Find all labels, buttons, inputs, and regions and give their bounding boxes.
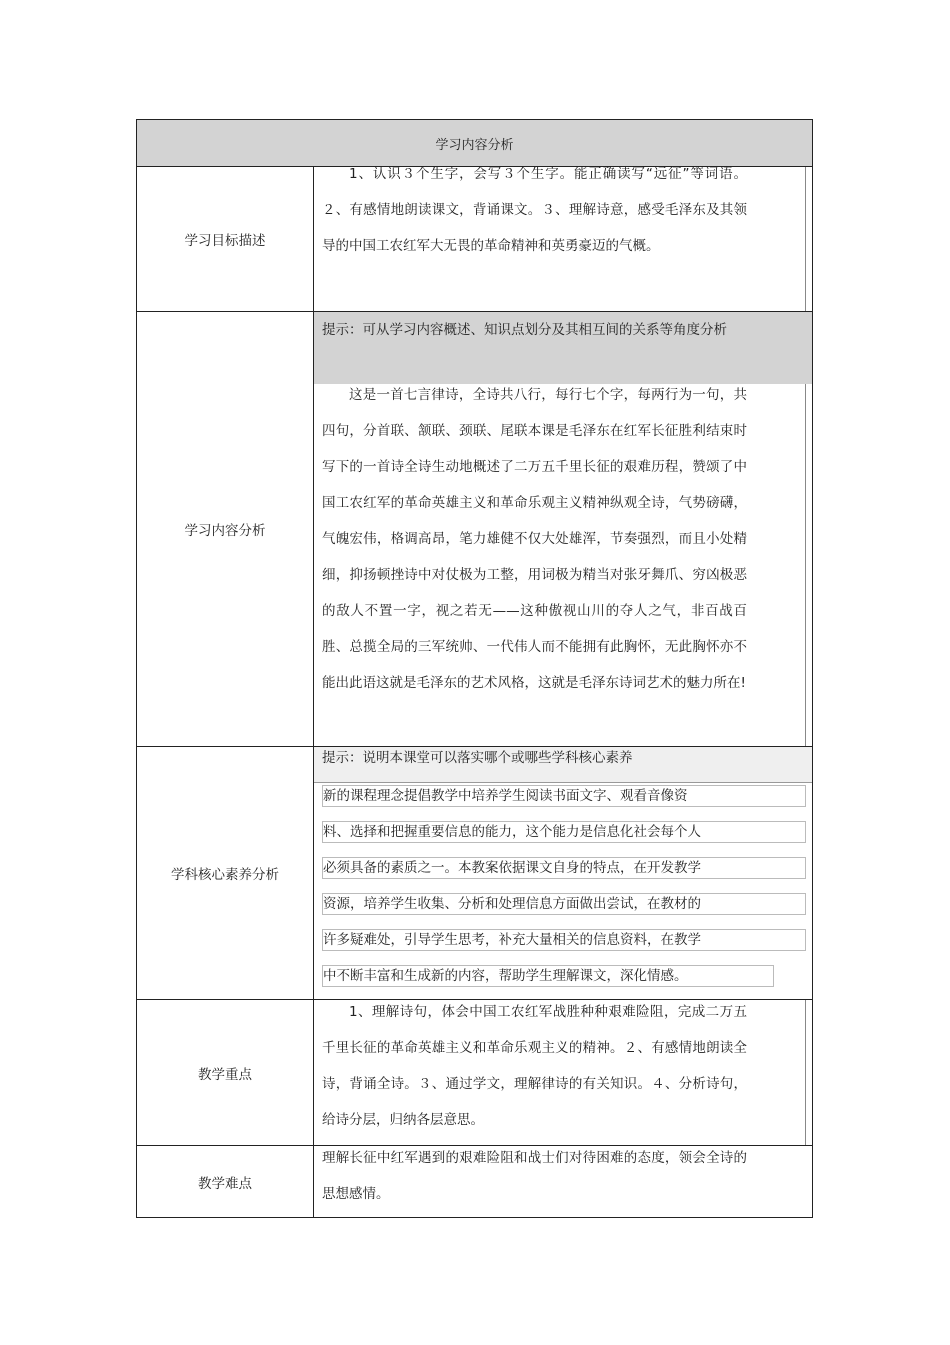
cell-edge: [805, 384, 806, 746]
lesson-analysis-table: [136, 119, 813, 1218]
difficulties-text: 理解长征中红军遇到的艰难险阻和战士们对待困难的态度，领会全诗的思想感情。: [322, 1150, 747, 1202]
row-label-learning-goals: 学习目标描述: [184, 233, 266, 249]
cell-edge: [805, 167, 806, 311]
key-points-text: 1、理解诗句，体会中国工农红军战胜种种艰难险阻，完成二万五千里长征的革命英雄主义和革命乐观主义的精神。２、有感情地朗读全诗，背诵全诗。３、通过学文，理解律诗的有关知识。４、分析诗句，给诗分层，归纳各层意思。: [322, 1004, 747, 1128]
text-line: 中不断丰富和生成新的内容，帮助学生理解课文，深化情感。: [322, 965, 774, 987]
text-line: 必须具备的素质之一。本教案依据课文自身的特点，在开发教学: [322, 857, 806, 879]
core-literacy-cell: [314, 747, 812, 999]
learning-goals-text: 1、认识３个生字，会写３个生字。能正确读写“远征”等词语。２、有感情地朗读课文，背诵课文。３、理解诗意，感受毛泽东及其领导的中国工农红军大无畏的革命精神和英勇豪迈的气概。: [322, 166, 747, 254]
content-analysis-cell: [314, 312, 812, 746]
text-line: 料、选择和把握重要信息的能力，这个能力是信息化社会每个人: [322, 821, 806, 843]
learning-goals-cell: [314, 167, 812, 311]
row-label-content-analysis: 学习内容分析: [184, 523, 266, 539]
row-label-difficulties: 教学难点: [198, 1176, 252, 1192]
text-line: 新的课程理念提倡教学中培养学生阅读书面文字、观看音像资: [322, 785, 806, 807]
row-label-core-literacy: 学科核心素养分析: [171, 867, 279, 883]
key-points-cell: [314, 1000, 812, 1145]
hint-text: 提示：说明本课堂可以落实哪个或哪些学科核心素养: [322, 750, 633, 766]
text-line: 资源，培养学生收集、分析和处理信息方面做出尝试，在教材的: [322, 893, 806, 915]
row-label-key-points: 教学重点: [198, 1066, 252, 1083]
text-line: 许多疑难处，引导学生思考，补充大量相关的信息资料，在教学: [322, 929, 806, 951]
content-analysis-text: 这是一首七言律诗，全诗共八行，每行七个字，每两行为一句，共四句，分首联、颔联、颈联、尾联本课是毛泽东在红军长征胜利结束时写下的一首诗全诗生动地概述了二万五千里长征的艰难历程，赞颂了中国工农红军的革命英雄主义和革命乐观主义精神纵观全诗，气势磅礴，气魄宏伟，格调高昂，笔力雄健不仅大处雄浑，节奏强烈，而且小处精细，抑扬顿挫诗中对仗极为工整，用词极为精当对张牙舞爪、穷凶极恶的敌人不置一字，视之若无——这种傲视山川的夺人之气，非百战百胜、总揽全局的三军统帅、一代伟人而不能拥有此胸怀，无此胸怀亦不能出此语这就是毛泽东的艺术风格，这就是毛泽东诗词艺术的魅力所在!: [322, 387, 747, 691]
content-analysis-hint: [314, 312, 812, 384]
hint-text: 提示：可从学习内容概述、知识点划分及其相互间的关系等角度分析: [322, 322, 727, 338]
core-literacy-hint: [314, 747, 812, 783]
table-title: 学习内容分析: [435, 137, 514, 153]
cell-edge: [805, 1000, 806, 1145]
difficulties-cell: [314, 1146, 812, 1218]
